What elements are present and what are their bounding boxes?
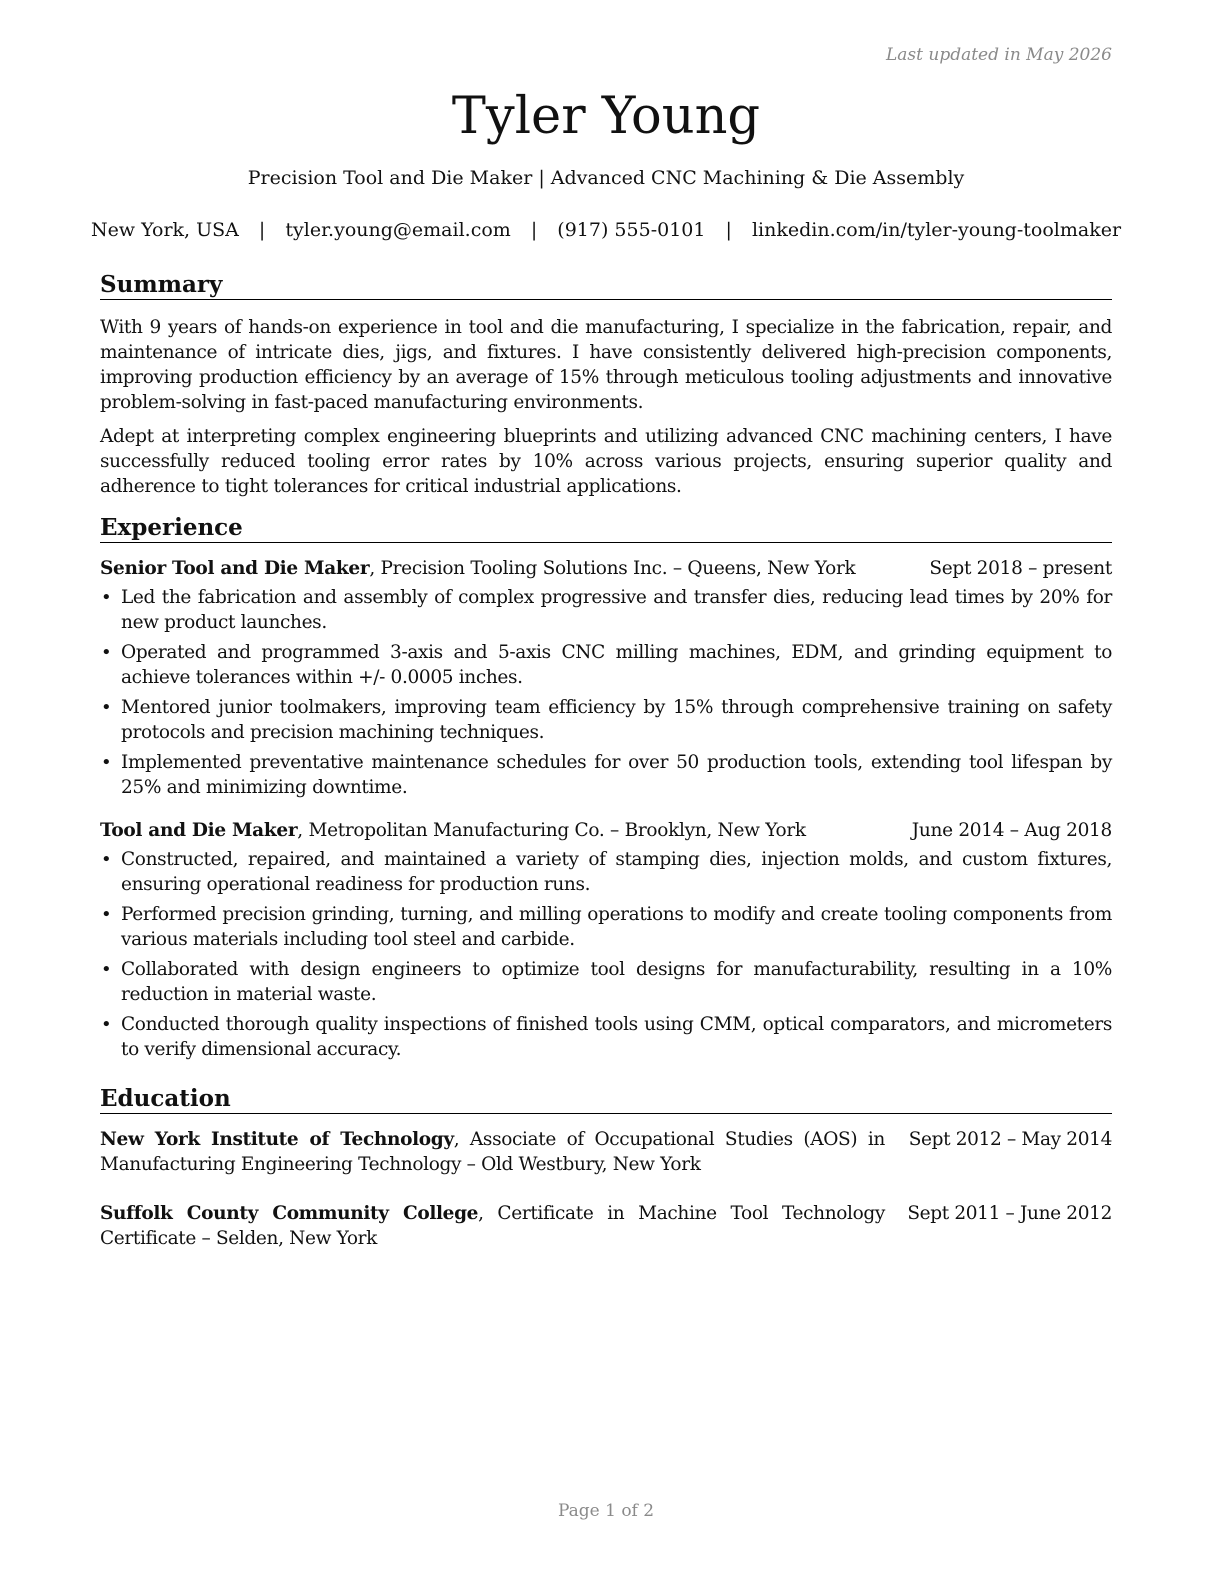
summary-paragraph: With 9 years of hands-on experience in tool and die manufacturing, I specialize in the fabrication, repair, and maintenance of intricate dies, jigs, and fixtures. I have consistently delivered high-precision components, improving production efficiency by an average of 15% through meticulous tooling adjustments and innovative problem-solving in fast-paced manufacturing environments.	[100, 317, 1112, 414]
job-bullets	[100, 847, 1112, 1062]
job-header	[100, 818, 1112, 843]
contact-line	[70, 219, 1142, 241]
summary-heading: Summary	[100, 272, 1112, 300]
job-bullets	[100, 585, 1112, 800]
job-entry	[100, 556, 1112, 800]
education-details: , Certificate in Machine Tool Technology Certificate – Selden, New York	[100, 1203, 886, 1250]
education-dates: Sept 2011 – June 2012	[907, 1203, 1112, 1225]
education-school: Suffolk County Community College	[100, 1203, 479, 1225]
education-entry	[100, 1127, 1112, 1177]
job-bullet: • Led the fabrication and assembly of complex progressive and transfer dies, reducing lead times by 20% for new product launches.	[100, 585, 1112, 635]
job-bullet: • Implemented preventative maintenance schedules for over 50 production tools, extending tool lifespan by 25% and minimizing downtime.	[100, 750, 1112, 800]
last-updated-note: Last updated in May 2026	[885, 45, 1112, 65]
education-entry	[100, 1201, 1112, 1251]
education-section	[100, 1086, 1112, 1251]
experience-section	[100, 515, 1112, 1067]
page-indicator: Page 1 of 2	[557, 1501, 655, 1521]
education-heading: Education	[100, 1086, 1112, 1114]
job-bullet: • Operated and programmed 3-axis and 5-axis CNC milling machines, EDM, and grinding equipment to achieve tolerances within +/- 0.0005 inches.	[100, 640, 1112, 690]
job-company-location: , Metropolitan Manufacturing Co. – Brooklyn, New York	[297, 820, 806, 842]
job-bullet: • Conducted thorough quality inspections of finished tools using CMM, optical comparators, and micrometers to verify dimensional accuracy.	[100, 1012, 1112, 1062]
contact-separator: |	[530, 219, 538, 241]
summary-paragraph: Adept at interpreting complex engineering blueprints and utilizing advanced CNC machining centers, I have successfully reduced tooling error rates by 10% across various projects, ensuring superior quality and adherence to tight tolerances for critical industrial applications.	[100, 426, 1112, 498]
contact-phone[interactable]: (917) 555-0101	[557, 219, 706, 241]
job-dates: June 2014 – Aug 2018	[911, 820, 1112, 842]
education-school: New York Institute of Technology	[100, 1129, 454, 1151]
experience-heading: Experience	[100, 515, 1112, 543]
job-company-location: , Precision Tooling Solutions Inc. – Queens, New York	[369, 558, 856, 580]
education-details: , Associate of Occupational Studies (AOS) in Manufacturing Engineering Technology – Old Westbury, New York	[100, 1129, 885, 1176]
candidate-name: Tyler Young	[451, 87, 761, 146]
job-role: Tool and Die Maker	[100, 820, 298, 842]
education-dates: Sept 2012 – May 2014	[908, 1129, 1112, 1151]
contact-separator: |	[725, 219, 732, 241]
summary-section	[100, 272, 1112, 499]
job-bullet: • Collaborated with design engineers to optimize tool designs for manufacturability, resulting in a 10% reduction in material waste.	[100, 957, 1112, 1007]
contact-location: New York, USA	[90, 219, 239, 241]
job-entry	[100, 818, 1112, 1062]
contact-separator: |	[258, 219, 266, 241]
job-header	[100, 556, 1112, 581]
contact-linkedin[interactable]: linkedin.com/in/tyler-young-toolmaker	[751, 219, 1122, 241]
contact-email[interactable]: tyler.young@email.com	[285, 219, 511, 241]
job-dates: Sept 2018 – present	[929, 558, 1112, 580]
resume-page	[90, 0, 1122, 1584]
job-bullet: • Performed precision grinding, turning, and milling operations to modify and create tooling components from various materials including tool steel and carbide.	[100, 902, 1112, 952]
job-role: Senior Tool and Die Maker	[100, 558, 370, 580]
tagline: Precision Tool and Die Maker | Advanced CNC Machining & Die Assembly	[247, 167, 965, 189]
job-bullet: • Constructed, repaired, and maintained a variety of stamping dies, injection molds, and custom fixtures, ensuring operational readiness for production runs.	[100, 847, 1112, 897]
job-bullet: • Mentored junior toolmakers, improving team efficiency by 15% through comprehensive training on safety protocols and precision machining techniques.	[100, 695, 1112, 745]
